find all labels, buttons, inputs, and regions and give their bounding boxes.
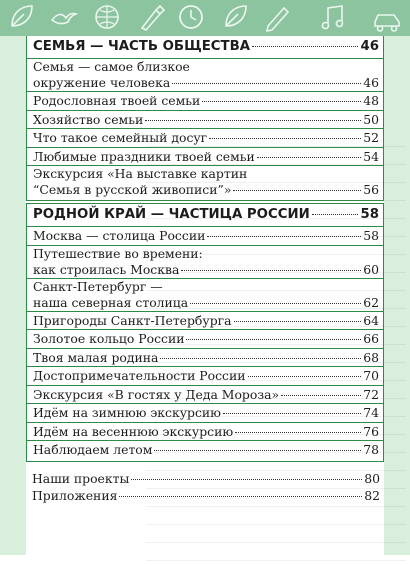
page-number: 60 — [363, 261, 379, 277]
page-number: 50 — [363, 111, 379, 127]
entry-lead-line: Семья — самое близкое — [27, 58, 383, 75]
entry-title: Наши проекты — [32, 470, 130, 486]
page-number: 66 — [363, 331, 379, 346]
page-number: 78 — [363, 442, 379, 457]
entry-title: Идём на зимнюю экскурсию — [33, 405, 221, 420]
entry-title: наша северная столица — [33, 294, 189, 310]
entry-title: Золотое кольцо России — [33, 331, 185, 346]
entry-lead-line: Экскурсия «На выставке картин — [27, 165, 383, 182]
page-number: 52 — [363, 130, 379, 145]
dot-leader — [207, 236, 361, 237]
dot-leader — [145, 120, 361, 121]
entry-title: как строилась Москва — [33, 261, 180, 277]
dot-leader — [233, 190, 361, 191]
page-number: 70 — [363, 368, 379, 383]
toc-entry[interactable] — [27, 226, 383, 245]
dot-leader — [119, 496, 362, 497]
entry-title: Экскурсия «В гостях у Деда Мороза» — [33, 386, 280, 402]
toc-entry[interactable] — [27, 422, 383, 441]
entry-title: Достопримечательности России — [33, 368, 246, 383]
car-icon — [372, 2, 402, 32]
dot-leader — [202, 101, 361, 102]
toc-section — [26, 203, 384, 462]
entry-title: Наблюдаем летом — [33, 442, 153, 457]
section-heading[interactable] — [33, 204, 379, 226]
page-number: 76 — [363, 423, 379, 439]
page-number: 54 — [363, 148, 379, 164]
page-number: 58 — [363, 228, 379, 243]
toc-entry[interactable] — [27, 311, 383, 330]
toc-appendix — [26, 464, 384, 505]
toc-entry[interactable] — [27, 366, 383, 385]
dot-leader — [312, 214, 359, 215]
page-number: 48 — [363, 93, 379, 108]
dot-leader — [172, 83, 361, 84]
dot-leader — [235, 432, 361, 433]
page-number: 82 — [364, 488, 380, 503]
toc-entry[interactable] — [27, 385, 383, 404]
page-number: 80 — [364, 470, 380, 486]
page-number: 58 — [360, 207, 379, 222]
page-number: 56 — [363, 182, 379, 197]
toc-section — [26, 36, 384, 201]
note-icon — [318, 2, 348, 32]
left-margin-strip — [0, 36, 26, 555]
page-number: 62 — [363, 294, 379, 310]
toc-entry[interactable] — [27, 329, 383, 348]
page-number: 64 — [363, 312, 379, 328]
dot-leader — [190, 303, 361, 304]
pencil-icon — [262, 2, 292, 32]
dot-leader — [257, 157, 361, 158]
toc-entry[interactable] — [33, 262, 379, 278]
toc-entry[interactable] — [27, 440, 383, 459]
dot-leader — [209, 138, 361, 139]
globe-icon — [92, 2, 122, 32]
toc-entry[interactable] — [27, 403, 383, 422]
clock-icon — [176, 2, 206, 32]
page-number: 68 — [363, 349, 379, 365]
entry-lead-line: Путешествие во времени: — [27, 245, 383, 262]
dot-leader — [252, 46, 358, 47]
page-number: 46 — [363, 75, 379, 90]
dot-leader — [154, 450, 361, 451]
dot-leader — [234, 321, 362, 322]
brush-icon — [136, 2, 166, 32]
dot-leader — [223, 413, 361, 414]
toc-entry[interactable] — [27, 348, 383, 367]
entry-title: “Семья в русской живописи”» — [33, 182, 232, 197]
entry-title: РОДНОЙ КРАЙ — ЧАСТИЦА РОССИИ — [33, 207, 310, 222]
dot-leader — [281, 395, 361, 396]
dot-leader — [131, 479, 362, 480]
leaf-icon — [6, 2, 36, 32]
entry-title: Родословная твоей семьи — [33, 93, 201, 108]
entry-title: Пригороды Санкт-Петербурга — [33, 312, 232, 328]
entry-title: Идём на весеннюю экскурсию — [33, 423, 234, 439]
bird-icon — [48, 2, 78, 32]
toc-entry[interactable] — [27, 147, 383, 166]
entry-title: Хозяйство семьи — [33, 111, 144, 127]
entry-title: окружение человека — [33, 75, 171, 90]
entry-lead-line: Санкт-Петербург — — [27, 278, 383, 295]
toc-entry[interactable] — [27, 110, 383, 129]
entry-title: Приложения — [32, 488, 118, 503]
right-margin-strip — [384, 36, 410, 555]
leaf-icon — [220, 2, 250, 32]
table-of-contents — [26, 36, 384, 555]
toc-entry[interactable] — [33, 295, 379, 311]
dot-leader — [186, 339, 361, 340]
toc-entry[interactable] — [27, 91, 383, 110]
decorative-header-band — [0, 0, 410, 36]
toc-entry[interactable] — [33, 182, 379, 198]
entry-title: Твоя малая родина — [33, 349, 159, 365]
toc-entry[interactable] — [32, 487, 380, 505]
entry-title: Москва — столица России — [33, 228, 206, 243]
toc-entry[interactable] — [33, 75, 379, 91]
entry-title: СЕМЬЯ — ЧАСТЬ ОБЩЕСТВА — [33, 39, 251, 54]
section-heading[interactable] — [33, 36, 379, 58]
dot-leader — [248, 376, 362, 377]
page-number: 72 — [363, 386, 379, 402]
page-number: 74 — [363, 405, 379, 420]
dot-leader — [160, 358, 361, 359]
entry-title: Любимые праздники твоей семьи — [33, 148, 255, 164]
toc-entry[interactable] — [27, 128, 383, 147]
toc-entry[interactable] — [32, 470, 380, 488]
dot-leader — [181, 270, 361, 271]
entry-title: Что такое семейный досуг — [33, 130, 208, 145]
page-number: 46 — [360, 39, 379, 54]
